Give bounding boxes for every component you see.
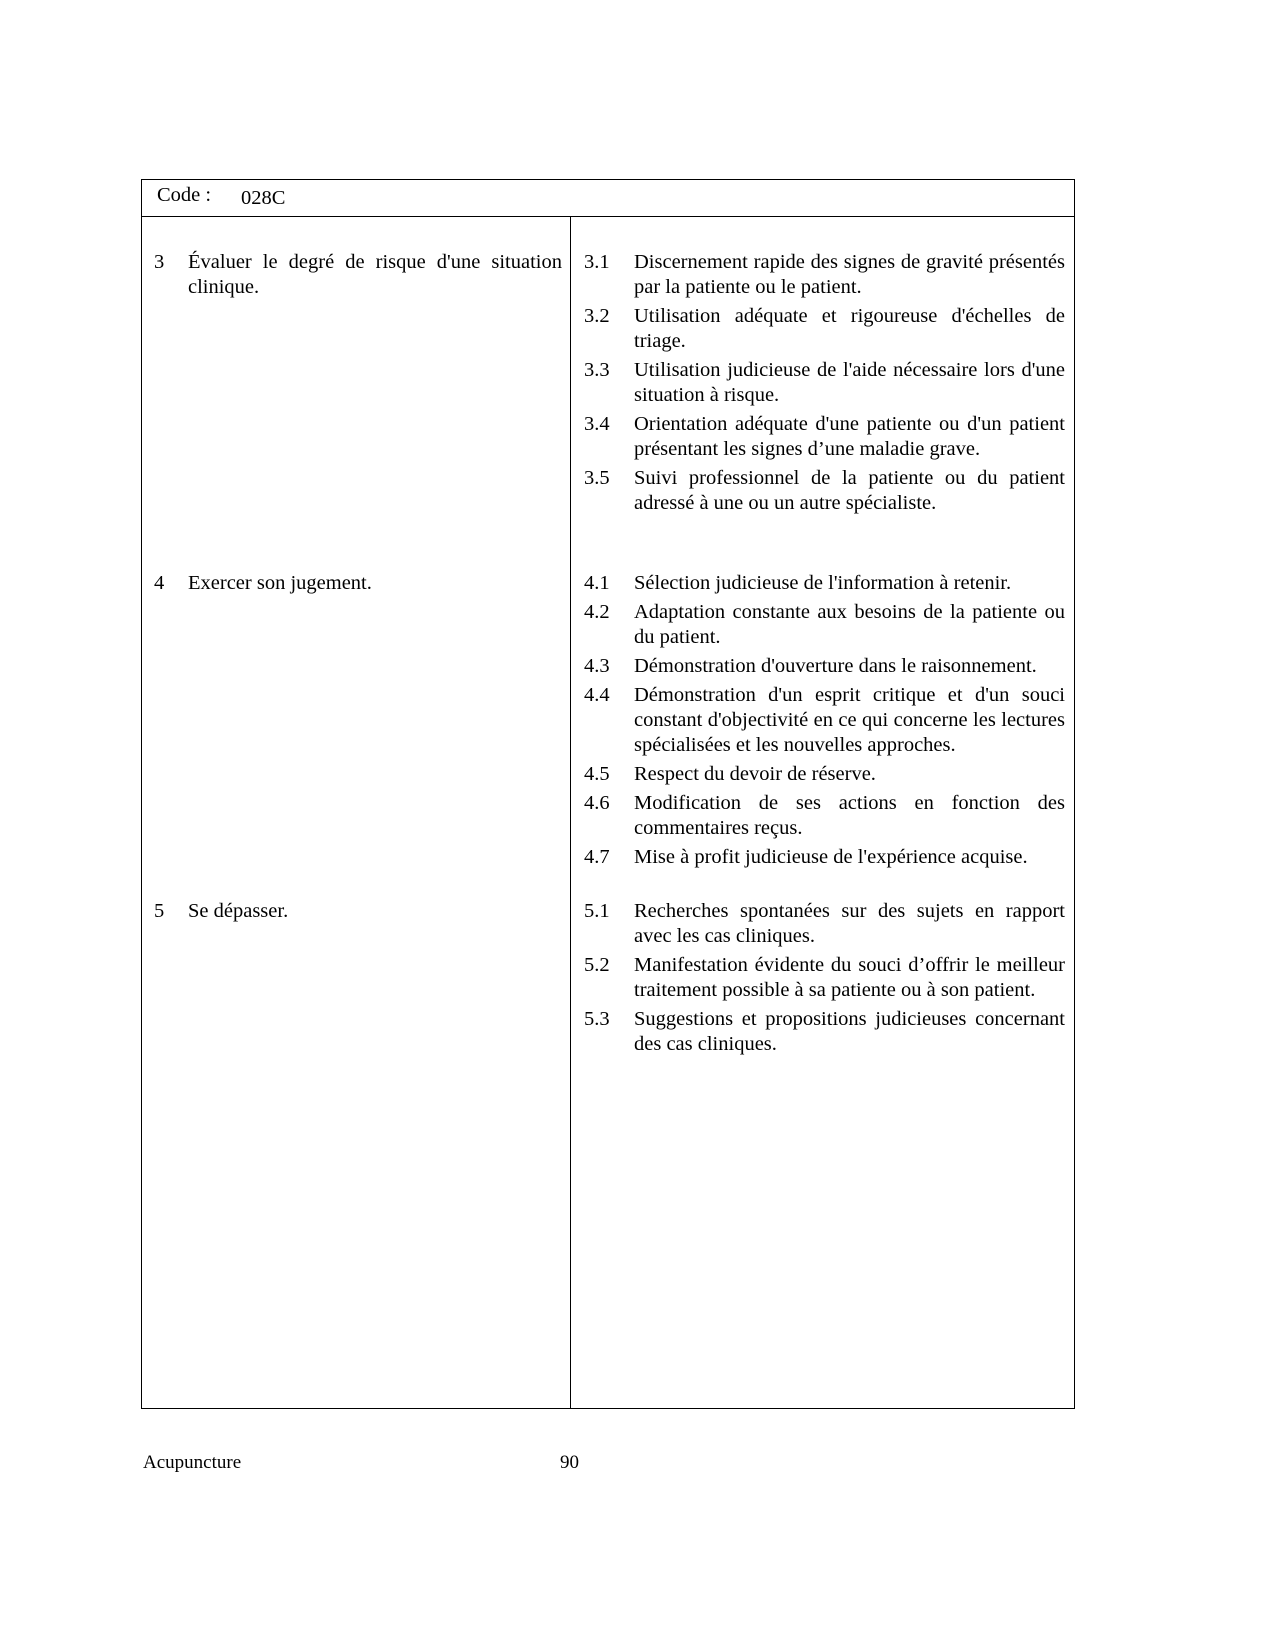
criterion-text: Respect du devoir de réserve.	[634, 763, 876, 785]
criterion-number: 4.7	[584, 846, 610, 868]
element-number: 3	[154, 251, 165, 273]
code-value: 028C	[241, 187, 286, 209]
criterion-text: Modification de ses actions en fonction des commentaires reçus.	[634, 792, 1065, 839]
criterion-item	[584, 1007, 1065, 1057]
element-number: 4	[154, 572, 165, 594]
criterion-item	[584, 762, 1065, 787]
criterion-number: 3.4	[584, 413, 610, 435]
criterion-item	[584, 791, 1065, 841]
criterion-text: Manifestation évidente du souci d’offrir le meilleur traitement possible à sa patiente ou à son patient.	[634, 954, 1065, 1001]
criterion-number: 5.1	[584, 900, 610, 922]
element-title	[154, 899, 562, 924]
criterion-text: Démonstration d'ouverture dans le raisonnement.	[634, 655, 1037, 677]
criterion-text: Démonstration d'un esprit critique et d'un souci constant d'objectivité en ce qui concerne les lectures spécialisées et les nouvelles approches.	[634, 684, 1065, 756]
table-header	[142, 180, 1074, 217]
criterion-item	[584, 412, 1065, 462]
criterion-text: Orientation adéquate d'une patiente ou d'un patient présentant les signes d’une maladie grave.	[634, 413, 1065, 460]
criterion-item	[584, 304, 1065, 354]
criteria-list	[584, 571, 1065, 874]
element-title	[154, 250, 562, 300]
criterion-number: 5.3	[584, 1008, 610, 1030]
element-number: 5	[154, 900, 165, 922]
criterion-item	[584, 600, 1065, 650]
criterion-item	[584, 683, 1065, 758]
criterion-text: Adaptation constante aux besoins de la patiente ou du patient.	[634, 601, 1065, 648]
footer-title: Acupuncture	[143, 1452, 242, 1473]
element-text: Exercer son jugement.	[188, 572, 372, 594]
criterion-item	[584, 358, 1065, 408]
criterion-number: 4.1	[584, 572, 610, 594]
criterion-number: 3.3	[584, 359, 610, 381]
competency-table	[141, 179, 1075, 1409]
criterion-text: Suggestions et propositions judicieuses concernant des cas cliniques.	[634, 1008, 1065, 1055]
criterion-item	[584, 654, 1065, 679]
column-divider	[570, 217, 571, 1408]
code-label: Code :	[157, 184, 212, 206]
page-number: 90	[560, 1452, 579, 1473]
criteria-list	[584, 899, 1065, 1061]
criterion-text: Discernement rapide des signes de gravité présentés par la patiente ou le patient.	[634, 251, 1065, 298]
element-text: Évaluer le degré de risque d'une situation clinique.	[188, 251, 562, 298]
criterion-item	[584, 899, 1065, 949]
criterion-number: 3.5	[584, 467, 610, 489]
criterion-item	[584, 466, 1065, 516]
criterion-number: 4.2	[584, 601, 610, 623]
criterion-number: 4.3	[584, 655, 610, 677]
criteria-list	[584, 250, 1065, 520]
criterion-text: Utilisation adéquate et rigoureuse d'échelles de triage.	[634, 305, 1065, 352]
criterion-text: Suivi professionnel de la patiente ou du patient adressé à une ou un autre spécialiste.	[634, 467, 1065, 514]
criterion-item	[584, 845, 1065, 870]
criterion-item	[584, 953, 1065, 1003]
criterion-number: 3.2	[584, 305, 610, 327]
criterion-number: 4.4	[584, 684, 610, 706]
criterion-number: 3.1	[584, 251, 610, 273]
criterion-text: Recherches spontanées sur des sujets en rapport avec les cas cliniques.	[634, 900, 1065, 947]
criterion-item	[584, 571, 1065, 596]
element-text: Se dépasser.	[188, 900, 289, 922]
criterion-text: Sélection judicieuse de l'information à retenir.	[634, 572, 1012, 594]
criterion-number: 5.2	[584, 954, 610, 976]
criterion-number: 4.5	[584, 763, 610, 785]
criterion-text: Utilisation judicieuse de l'aide nécessaire lors d'une situation à risque.	[634, 359, 1065, 406]
criterion-number: 4.6	[584, 792, 610, 814]
criterion-text: Mise à profit judicieuse de l'expérience acquise.	[634, 846, 1028, 868]
element-title	[154, 571, 562, 596]
criterion-item	[584, 250, 1065, 300]
